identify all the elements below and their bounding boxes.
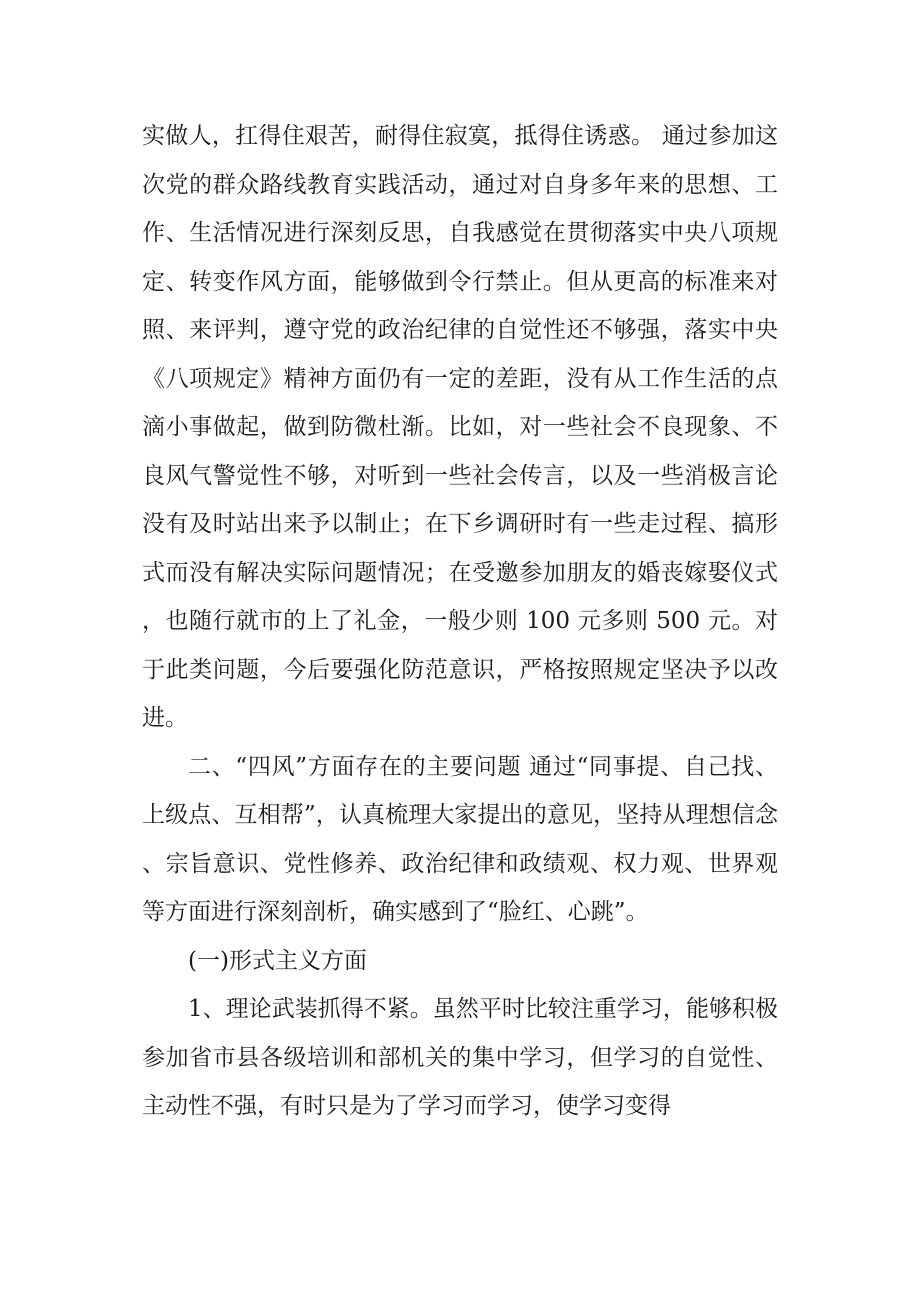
paragraph-continuation: 实做人，扛得住艰苦，耐得住寂寞，抵得住诱惑。 通过参加这次党的群众路线教育实践活动，通过对自身多年来的思想、工作、生活情况进行深刻反思，自我感觉在贯彻落实中央八项规定、转变作风方面，能够做到令行禁止。但从更高的标准来对照、来评判，遵守党的政治纪律的自觉性还不够强，落实中央《八项规定》精神方面仍有一定的差距，没有从工作生活的点滴小事做起，做到防微杜渐。比如，对一些社会不良现象、不良风气警觉性不够，对听到一些社会传言，以及一些消极言论没有及时站出来予以制止；在下乡调研时有一些走过程、搞形式而没有解决实际问题情况；在受邀参加朋友的婚丧嫁娶仪式，也随行就市的上了礼金，一般少则 100 元多则 500 元。对于此类问题，今后要强化防范意识，严格按照规定坚决予以改进。 xyxy=(142,123,778,731)
subheading-formalism: (一)形式主义方面 xyxy=(188,947,367,974)
document-body xyxy=(142,112,778,1131)
paragraph-section-two: 二、“四风”方面存在的主要问题 通过“同事提、自己找、上级点、互相帮”，认真梳理大家提出的意见，坚持从理想信念、宗旨意识、党性修养、政治纪律和政绩观、权力观、世界观等方面进行深刻剖析，确实感到了“脸红、心跳”。 xyxy=(142,753,778,925)
paragraph-theory-study: 1、理论武装抓得不紧。虽然平时比较注重学习，能够积极参加省市县各级培训和部机关的集中学习，但学习的自觉性、主动性不强，有时只是为了学习而学习，使学习变得 xyxy=(142,996,778,1119)
